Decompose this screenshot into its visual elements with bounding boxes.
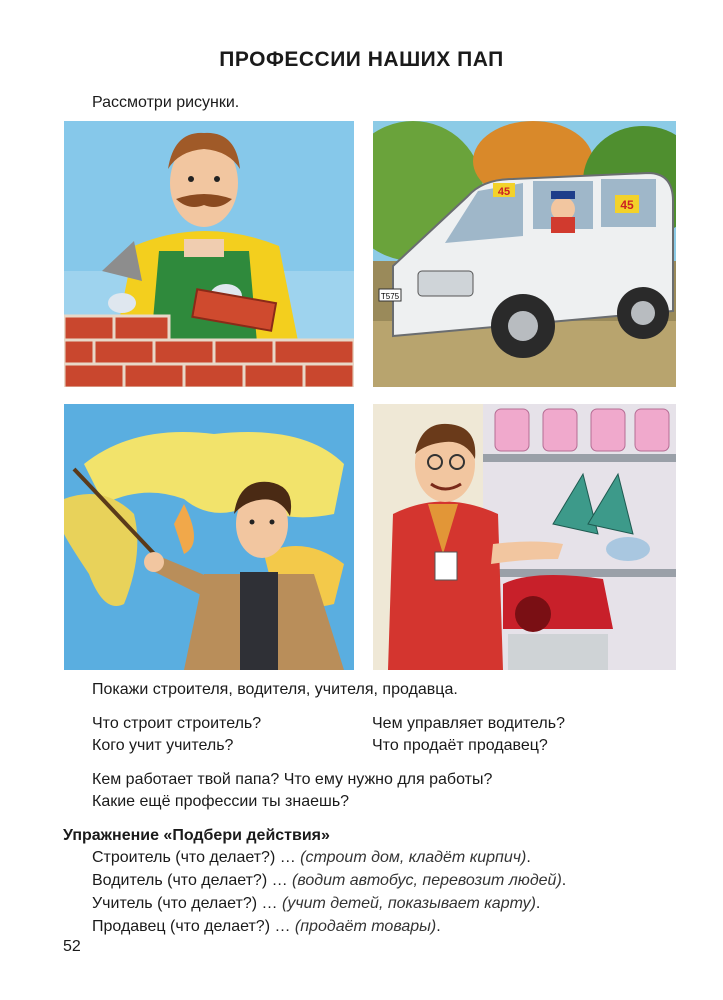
question-builder: Что строит строитель? (92, 715, 262, 732)
driver-illustration (373, 121, 676, 387)
question-seller: Что продаёт продавец? (372, 737, 548, 754)
page-title: ПРОФЕССИИ НАШИХ ПАП (219, 48, 504, 71)
exercise-title: Упражнение «Подбери действия» (63, 827, 330, 844)
exercise-item (92, 846, 531, 870)
exercise-question: Водитель (что делает?) … (92, 872, 293, 889)
page-number: 52 (63, 938, 81, 955)
route-number-windshield: 45 (497, 186, 511, 198)
exercise-question: Строитель (что делает?) … (92, 849, 301, 866)
exercise-period: . (561, 872, 567, 889)
question-driver: Чем управляет водитель? (372, 715, 565, 732)
seller-illustration (373, 404, 676, 670)
papa-question-1: Кем работает твой папа? Что ему нужно для работы? (92, 771, 493, 788)
exercise-item (92, 892, 540, 916)
exercise-item (92, 869, 566, 893)
exercise-period: . (436, 918, 441, 935)
exercise-question: Учитель (что делает?) … (92, 895, 282, 912)
instruction: Рассмотри рисунки. (92, 94, 240, 111)
exercise-answer: (строит дом, кладёт кирпич) (300, 849, 527, 866)
exercise-question: Продавец (что делает?) … (92, 918, 295, 935)
route-number-side: 45 (620, 198, 634, 212)
teacher-illustration (64, 404, 354, 670)
license-plate: Т575 (380, 292, 400, 301)
question-teacher: Кого учит учитель? (92, 737, 234, 754)
exercise-answer: (водит автобус, перевозит людей) (292, 872, 562, 889)
exercise-answer: (учит детей, показывает карту) (281, 895, 536, 912)
exercise-item (92, 915, 441, 939)
show-prompt: Покажи строителя, водителя, учителя, продавца. (92, 681, 458, 698)
exercise-period: . (535, 895, 541, 912)
exercise-period: . (526, 849, 531, 866)
builder-illustration (64, 121, 354, 387)
papa-question-2: Какие ещё профессии ты знаешь? (92, 793, 350, 810)
exercise-answer: (продаёт товары) (294, 918, 437, 935)
